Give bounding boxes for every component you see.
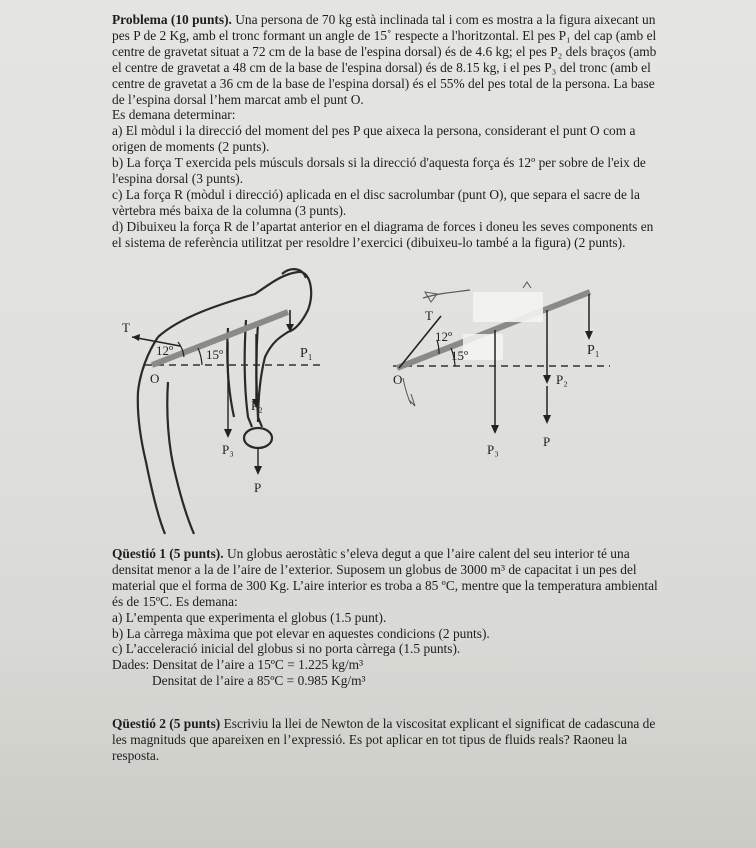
q2-title: Qüestió 2 (5 punts) [112, 716, 221, 731]
problem-intro: Problema (10 punts). Una persona de 70 kg està inclinada tal i com es mostra a la figura aixecant un pes P de 2 Kg, amb el tronc formant un angle de 15˚ respecte a l'horitzontal. El pes P₁ del cap (amb el centre de gravetat situat a 72 cm de la base de l'espina dorsal) és de 4.6 kg; el pes P₂ dels braços (amb el centre de gravetat a 48 cm de la base de l'espina dorsal) és de 8.15 kg, i el pes P₃ del tronc (amb el centre de gravetat a 36 cm de la base de l'espina dorsal) és el 55% del pes total de la persona. La base de l’espina dorsal l’hem marcat amb el punt O. [112, 12, 657, 107]
label-angle-15: 15º [206, 347, 224, 362]
label-P-right: P [543, 434, 551, 449]
problem-part-b: b) La força T exercida pels músculs dorsals si la direcció d'aquesta força és 12º per sobre de l'eix de l'espina dorsal (3 punts). [112, 155, 646, 187]
q1-data-2: Densitat de l’aire a 85ºC = 0.985 Kg/m³ [152, 673, 366, 689]
q1-part-c: c) L’acceleració inicial del globus si no porta càrrega (1.5 punts). [112, 641, 461, 657]
q1-part-b: b) La càrrega màxima que pot elevar en aquestes condicions (2 punts). [112, 625, 490, 641]
label-P2: P₂ [251, 398, 263, 413]
label-P3: P₃ [222, 442, 234, 457]
label-T-right: T [425, 308, 433, 323]
label-T: T [122, 320, 130, 335]
q1-intro: Qüestió 1 (5 punts). Un globus aerostàtic s’eleva degut a que l’aire calent del seu interior té una densitat menor a la de l’aire de l’exterior. Suposem un globus de 3000 m³ de capacitat i un pes del material que el forma de 300 Kg. L’aire interior es troba a 85 ºC, mentre que la temperatura ambiental és de 15ºC. Es demana: [112, 546, 658, 609]
label-angle-12: 12º [156, 343, 174, 358]
label-P1: P₁ [300, 346, 313, 361]
label-angle-15-right: 15º [451, 348, 469, 363]
question-2 [112, 716, 660, 764]
q1-data-1: Dades: Densitat de l’aire a 15ºC = 1.225 kg/m³ [112, 657, 364, 673]
label-P1-right: P₁ [587, 343, 600, 358]
label-angle-12-right: 12º [435, 329, 453, 344]
problem-title: Problema (10 punts). [112, 12, 232, 27]
q1-title: Qüestió 1 (5 punts). [112, 546, 224, 561]
q2-text: Qüestió 2 (5 punts) Escriviu la llei de Newton de la viscositat explicant el significat de cadascuna de les magnituds que apareixen en l’expressió. Es pot aplicar en tot tipus de fluids reals? Raoneu la resposta. [112, 716, 656, 763]
label-O: O [150, 371, 160, 386]
label-P3-right: P₃ [487, 442, 499, 457]
problem-part-a: a) El mòdul i la direcció del moment del pes P que aixeca la persona, considerant el punt O com a origen de moments (2 punts). [112, 123, 636, 155]
person-figure [110, 262, 340, 537]
force-diagram [385, 268, 615, 468]
problem-ask: Es demana determinar: [112, 107, 236, 123]
label-O-right: O [393, 372, 403, 387]
problem-part-c: c) La força R (mòdul i direcció) aplicada en el disc sacrolumbar (punt O), que separa el sacre de la vèrtebra més baixa de la columna (3 punts). [112, 186, 640, 218]
q1-part-a: a) L’empenta que experimenta el globus (1.5 punt). [112, 609, 387, 625]
label-P2-right: P₂ [556, 372, 568, 387]
label-P: P [254, 480, 262, 495]
question-1 [112, 546, 660, 689]
problem-section [112, 12, 660, 251]
problem-part-d: d) Dibuixeu la força R de l’apartat anterior en el diagrama de forces i doneu les seves components en el sistema de referència utilitzat per resoldre l’exercici (dibuixeu-lo també a la figura) (2 punts). [112, 218, 654, 250]
